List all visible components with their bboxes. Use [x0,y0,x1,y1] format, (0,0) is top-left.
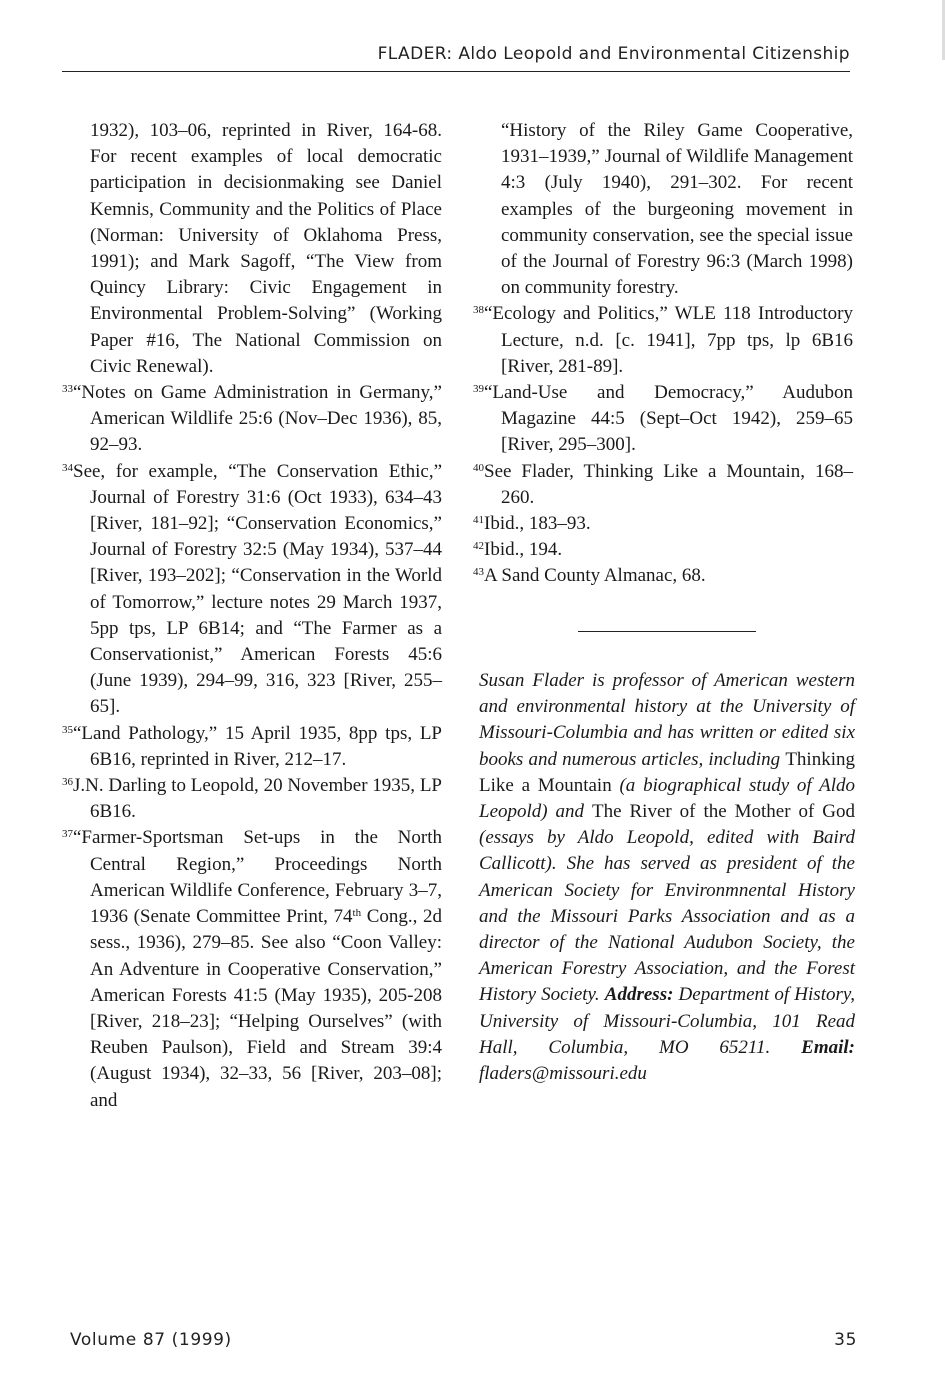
endnote-number: 39 [473,383,484,396]
page-number: 35 [834,1330,857,1350]
right-column-endnotes [473,118,853,590]
endnote-42 [473,537,853,563]
endnote-text: “Notes on Game Administration in Germany,” American Wildlife 25:6 (Nov–Dec 1936), 85, 92–93. [73,382,442,456]
endnote-33 [62,380,442,459]
running-header: FLADER: Aldo Leopold and Environmental Citizenship [377,44,850,64]
endnote-text: See Flader, Thinking Like a Mountain, 168–260. [484,460,853,508]
endnote-text: See, for example, “The Conservation Ethic,” Journal of Forestry 31:6 (Oct 1933), 634–43 [River, 181–92]; “Conservation Economics,” Journal of Forestry 32:5 (May 1934), 537–44 [River, 193–202]; “Conservation in the World of Tomorrow,” lecture notes 29 March 1937, 5pp tps, LP 6B14; and “The Farmer as a Conservationist,” American Forests 45:6 (June 1939), 294–99, 316, 323 [River, 255–65]. [73,460,442,718]
book-title: Thinking Like a Mountain [479,748,855,796]
endnote-39 [473,380,853,459]
author-bio [479,668,855,1087]
endnote-number: 38 [473,304,484,317]
email-address[interactable]: fladers@missouri.edu [479,1063,647,1085]
endnote-37 [62,825,442,1113]
section-divider [578,631,756,632]
book-title: The River of the Mother of God [592,801,855,823]
endnote-37-continued: “History of the Riley Game Cooperative, 1931–1939,” Journal of Wildlife Management 4:3 (July 1940), 291–302. For recent examples of the burgeoning movement in community conservation, see the special issue of the Journal of Forestry 96:3 (March 1998) on community forestry. [501,120,853,299]
endnote-text: “Farmer-Sportsman Set-ups in the North Central Region,” Proceedings North American Wildlife Conference, February 3–7, 1936 (Senate Committee Print, 74 [73,827,442,928]
left-column-endnotes [62,118,442,1114]
endnote-text: Cong., 2d sess., 1936), 279–85. See also “Coon Valley: An Adventure in Cooperative Conservation,” American Forests 41:5 (May 1935), 205-208 [River, 218–23]; “Helping Ourselves” (with Reuben Paulson), Field and Stream 39:4 (August 1934), 32–33, 56 [River, 203–08]; and [90,906,442,1111]
endnote-number: 42 [473,540,484,553]
endnote-text: Ibid., 194. [484,539,563,561]
endnote-41 [473,511,853,537]
endnote-36 [62,773,442,825]
ordinal-suffix: th [352,907,362,920]
address-label: Address: [604,984,674,1006]
volume-footer: Volume 87 (1999) [70,1330,232,1350]
endnote-number: 36 [62,776,73,789]
bio-text: (a biographical study of Aldo Leopold) and [479,774,856,823]
endnote-number: 40 [473,461,484,474]
header-rule [62,71,850,72]
endnote-40 [473,459,853,511]
endnote-text: J.N. Darling to Leopold, 20 November 1935, LP 6B16. [73,775,442,823]
endnote-35 [62,721,442,773]
endnote-number: 33 [62,383,73,396]
endnote-number: 41 [473,514,484,527]
bio-text: Susan Flader is professor of American western and environmental history at the University of Missouri-Columbia and has written or edited six books and numerous articles, including [479,670,855,770]
bio-text: (essays by Aldo Leopold, edited with Baird Callicott). She has served as president of the American Society for Environmnental History and the Missouri Parks Association and as a director of the National Audubon Society, the American Forestry Association, and the Forest History Society. [479,827,855,1006]
endnote-text: “Land-Use and Democracy,” Audubon Magazine 44:5 (Sept–Oct 1942), 259–65 [River, 295–300]. [484,382,853,456]
endnote-number: 43 [473,566,484,579]
endnote-32-continued: 1932), 103–06, reprinted in River, 164-68. For recent examples of local democratic participation in decisionmaking see Daniel Kemnis, Community and the Politics of Place (Norman: University of Oklahoma Press, 1991); and Mark Sagoff, “The View from Quincy Library: Civic Engagement in Environmental Problem-Solving” (Working Paper #16, The National Commission on Civic Renewal). [90,120,442,377]
address-text: Department of History, University of Missouri-Columbia, 101 Read Hall, Columbia, MO 65211. [479,984,856,1058]
endnote-number: 37 [62,828,73,841]
endnote-number: 35 [62,723,73,736]
endnote-43 [473,563,853,589]
endnote-text: “Ecology and Politics,” WLE 118 Introductory Lecture, n.d. [c. 1941], 7pp tps, lp 6B16 [River, 281-89]. [484,303,853,377]
endnote-text: Ibid., 183–93. [484,513,591,535]
endnote-38 [473,301,853,380]
endnote-34 [62,459,442,721]
endnote-number: 34 [62,461,73,474]
endnote-text: A Sand County Almanac, 68. [484,565,706,587]
endnote-text: “Land Pathology,” 15 April 1935, 8pp tps, LP 6B16, reprinted in River, 212–17. [73,722,442,770]
email-label: Email: [801,1036,855,1058]
